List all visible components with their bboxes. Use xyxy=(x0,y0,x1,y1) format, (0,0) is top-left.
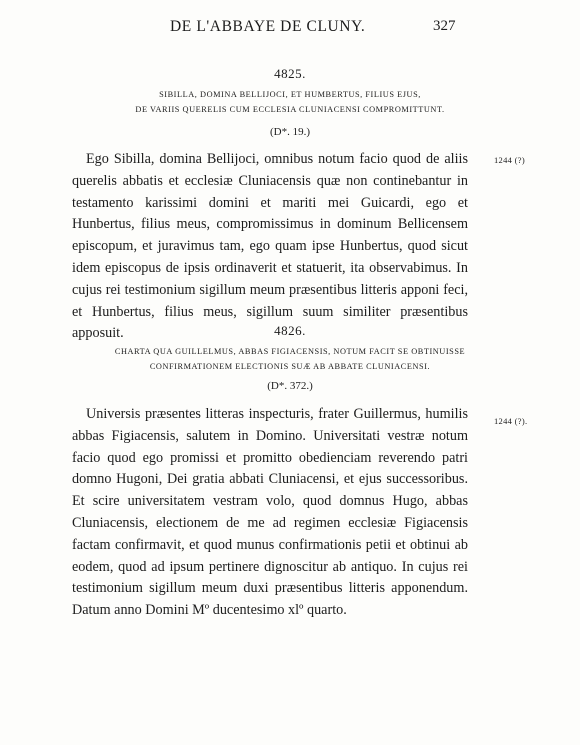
charter-number: 4825. xyxy=(274,66,306,81)
charter-number: 4826. xyxy=(274,323,306,338)
margin-date: 1244 (?) xyxy=(494,155,525,165)
charter-text xyxy=(72,404,468,622)
running-head-title: DE L'ABBAYE DE CLUNY. xyxy=(170,18,366,35)
caption-line: DE VARIIS QUERELIS CUM ECCLESIA CLUNIACENSI COMPROMITTUNT. xyxy=(135,105,445,114)
caption-line: CONFIRMATIONEM ELECTIONIS SUÆ AB ABBATE CLUNIACENSI. xyxy=(149,362,431,371)
charter-paragraph: Universis præsentes litteras inspecturis, frater Guillermus, humilis abbas Figiacensis, salutem in Domino. Universitati vestræ notum facio quod ego promissi et promitto obedienciam reverendo patri domno Hugoni, Dei gratia abbati Cluniacensi, et ejus successoribus. Et scire universitatem vestram volo, quod domnus Hugo, abbas Cluniacensis, electionem de me ad regimen ecclesiæ Figiacensis factam confirmavit, et quod munus confirmationis petii et obtinui ab eodem, quod ad ipsum pertinere dignoscitur ab antiquo. In cujus rei testimonium sigillum meum duxi præsentibus litteris apponendum. Datum anno Domini Mº ducentesimo xlº quarto. xyxy=(72,406,468,619)
source-reference: (D*. 372.) xyxy=(267,380,313,392)
charter-paragraph: Ego Sibilla, domina Bellijoci, omnibus notum facio quod de aliis querelis abbatis et ecclesiæ Cluniacensis quæ non continebantur in testamento karissimi domini et mariti mei Guicardi, ego et Hunbertus, filius meus, compromissimus in dominum Bellicensem episcopum, et juravimus tam, ego quam ipse Hunbertus, quod sicut idem episcopus de ipsis ordinaverit et statuerit, ita observabimus. In cujus rei testimonium sigillum meum præsentibus litteris apponi feci, et Hunbertus, filius meus, sigillum suum similiter præsentibus apposuit. xyxy=(72,151,468,342)
source-reference: (D*. 19.) xyxy=(269,126,311,138)
charter-text xyxy=(72,149,468,345)
margin-date: 1244 (?). xyxy=(494,416,528,426)
charter-caption xyxy=(40,87,540,117)
caption-line: CHARTA QUA GUILLELMUS, ABBAS FIGIACENSIS, NOTUM FACIT SE OBTINUISSE xyxy=(114,347,466,356)
page-number: 327 xyxy=(433,18,456,34)
caption-line: SIBILLA, DOMINA BELLIJOCI, ET HUMBERTUS, FILIUS EJUS, xyxy=(159,90,421,99)
running-head xyxy=(0,18,580,42)
charter-caption xyxy=(40,344,540,374)
